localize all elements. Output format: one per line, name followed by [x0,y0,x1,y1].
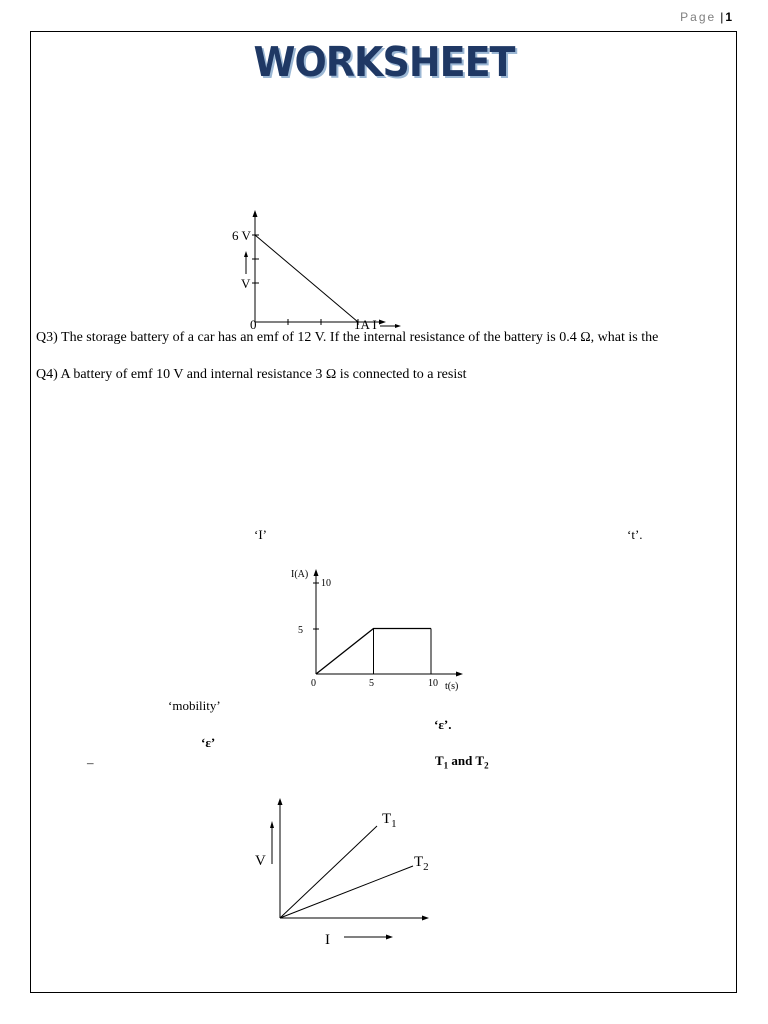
t1-t2-and: and T [448,753,485,768]
worksheet-title: WORKSHEET [253,38,515,86]
y-axis-label-v: V [255,853,266,869]
x-axis-arrow [379,320,386,325]
t2-label-main: T [414,854,424,870]
x-tick-label-0: 0 [311,678,316,689]
v-arrow-head [244,251,248,257]
i-arrow-head [395,324,401,328]
vi-line [255,235,358,322]
mobility-fragment: ‘mobility’ [168,698,221,713]
page-separator: | [720,10,724,24]
page-label: Page [680,10,717,24]
x-axis-arrow [422,916,429,921]
page-number: 1 [725,10,732,24]
x-tick-label-5: 5 [369,678,374,689]
temperature-vi-graph [245,792,445,952]
current-symbol-fragment: ‘I’ [254,527,267,542]
t2-label-sub: 2 [423,861,429,873]
y-axis-arrow [278,798,283,805]
question-3: Q3) The storage battery of a car has an emf of 12 V. If the internal resistance of the battery is 0.4 Ω, what is the [36,330,659,345]
t1-label-main: T [382,811,392,827]
page-header [680,10,732,24]
y-axis-label-v: V [241,276,251,291]
x-axis-arrow [456,672,463,677]
x-end-label: 1A I [354,317,377,332]
i-arrow-head [386,935,393,940]
t1-label [382,811,397,830]
y-tick-label-10: 10 [321,578,331,589]
y-tick-label-5: 5 [298,625,303,636]
t1-t2-prefix: T [435,753,444,768]
x-tick-label-10: 10 [428,678,438,689]
t2-line [280,866,413,918]
question-4: Q4) A battery of emf 10 V and internal resistance 3 Ω is connected to a resist [36,367,467,382]
t1-line [280,826,377,918]
t2-label [414,854,429,873]
y-tick-label-6v: 6 V [232,228,251,243]
dash-fragment: – [87,755,94,770]
time-symbol-fragment: ‘t’. [627,527,643,542]
x-axis-label: t(s) [445,681,459,692]
current-time-graph [285,565,475,695]
emf-symbol-fragment-2: ‘ε’ [201,735,216,750]
y-axis-label: I(A) [291,569,309,580]
y-axis-arrow [314,569,319,576]
x-axis-label-i: I [325,932,330,948]
y-axis-arrow [253,210,258,217]
t1-t2-fragment [435,753,489,771]
battery-vi-graph [220,205,420,335]
v-arrow-head [270,821,274,828]
origin-label: 0 [250,317,257,332]
t1-label-sub: 1 [391,818,397,830]
t1-subscript: 1 [443,760,449,771]
emf-symbol-fragment-1: ‘ε’. [434,717,452,732]
t2-subscript: 2 [484,760,489,771]
